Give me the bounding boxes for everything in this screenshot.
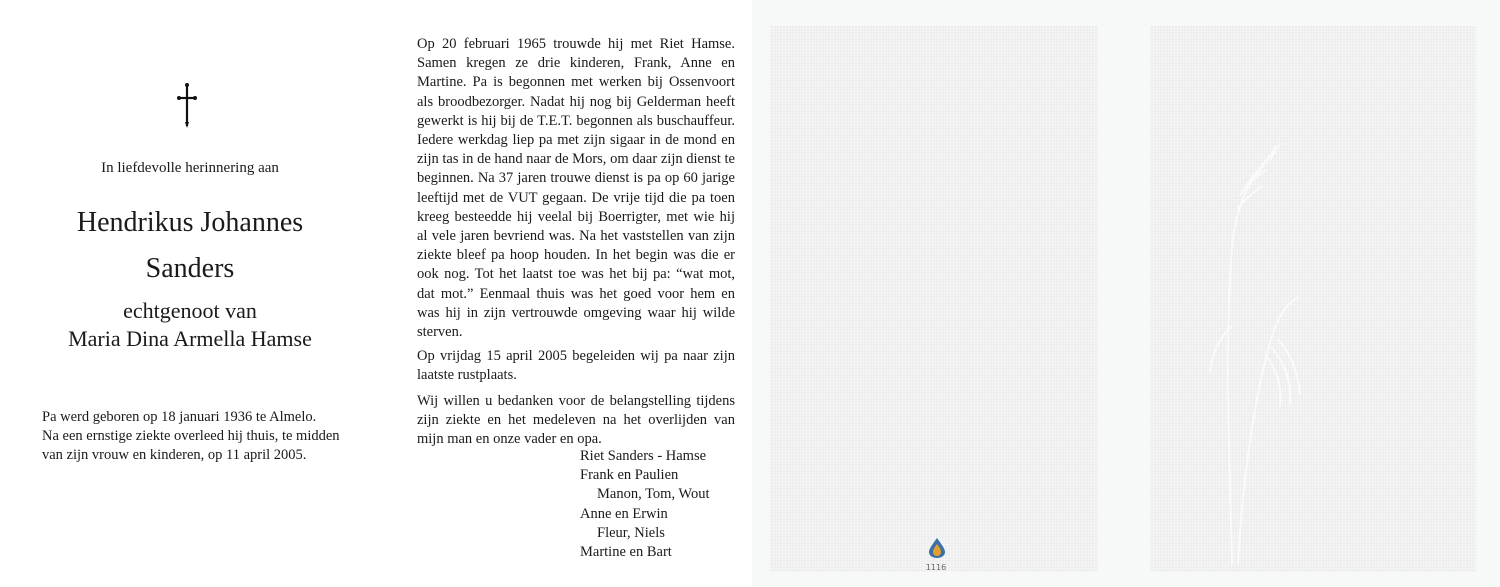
story-paragraph-1: Op 20 februari 1965 trouwde hij met Riet Hamse. Samen kregen ze drie kinderen, Frank, Anne en Martine. Pa is begonnen met werken bij Ossenvoort als broodbezorger. Nadat hij nog bij Gelderman heeft gewerkt is hij bij de T.E.T. begonnen als buschauffeur. Iedere werkdag liep pa met zijn sigaar in de mond en zijn tas in de hand naar de Mors, om daar zijn dienst te beginnen. Na 37 jaren trouwe dienst is pa op 60 jarige leeftijd met de VUT gegaan. De vrije tijd die pa toen kreeg besteedde hij veelal bij Boerrigter, met wie hij al vele jaren bevriend was. Na het vaststellen van zijn ziekte bleef pa hoop houden. In het begin was die er ook nog. Tot het laatst toe was het bij pa: “wat mot, dat mot.” Eenmaal thuis was het goed voor hem en was hij in zijn vertrouwde omgeving waar hij wilde sterven. [417, 36, 735, 341]
name-line-2: Sanders [145, 253, 235, 284]
back-card-left [770, 26, 1098, 572]
signature-line: Frank en Paulien [580, 467, 679, 484]
signature-line: Manon, Tom, Wout [597, 486, 710, 503]
story-paragraph-2: Op vrijdag 15 april 2005 begeleiden wij pa naar zijn laatste rustplaats. [417, 348, 735, 384]
back-card-right [1150, 26, 1476, 572]
signature-line: Fleur, Niels [597, 524, 665, 541]
bio-line: van zijn vrouw en kinderen, op 11 april 2005. [42, 447, 307, 463]
product-code: 1116 [925, 563, 947, 572]
signature-block [580, 447, 760, 562]
signature-line: Riet Sanders - Hamse [580, 448, 707, 464]
bio-line: Na een ernstige ziekte overleed hij thuis, te midden [42, 428, 340, 444]
cross-icon [176, 82, 198, 128]
story-paragraph-3: Wij willen u bedanken voor de belangstelling tijdens zijn ziekte en het medeleven na het overlijden van mijn man en onze vader en opa. [417, 392, 735, 448]
intro-text: In liefdevolle herinnering aan [101, 160, 279, 176]
name-line-1: Hendrikus Johannes [76, 207, 304, 238]
spouse-name: Maria Dina Armella Hamse [68, 326, 312, 351]
biography [42, 408, 368, 465]
flame-drop-icon [927, 537, 947, 559]
bio-line: Pa werd geboren op 18 januari 1936 te Almelo. [42, 409, 317, 425]
signature-line: Martine en Bart [580, 544, 672, 561]
deceased-name [30, 200, 350, 292]
spouse-prefix: echtgenoot van [123, 298, 257, 323]
life-story [417, 35, 735, 455]
signature-line: Anne en Erwin [580, 505, 668, 522]
wheat-stalk-illustration [1180, 136, 1320, 566]
